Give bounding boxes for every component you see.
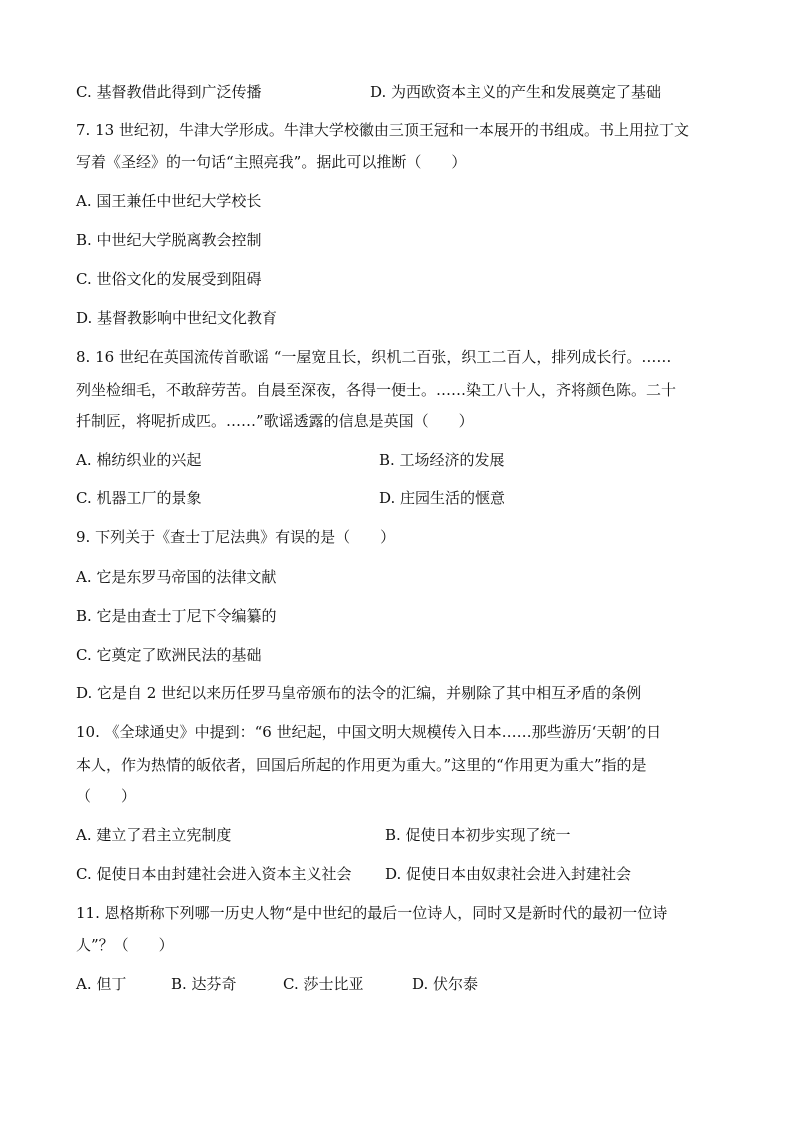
question-8-option-b: B. 工场经济的发展 [379,451,505,469]
question-10-stem-line-3: （ ） [76,787,137,805]
question-11-option-c: C. 莎士比亚 [283,975,364,993]
question-10-option-b: B. 促使日本初步实现了统一 [385,826,571,844]
question-11-option-b: B. 达芬奇 [171,975,237,993]
question-8-stem-line-2: 列坐检细毛，不敢辞劳苦。自晨至深夜，各得一便士。……染工八十人，齐将颜色陈。二十 [76,381,677,399]
question-8-option-d: D. 庄园生活的惬意 [379,489,506,507]
question-10-stem-line-2: 本人，作为热情的皈依者，回国后所起的作用更为重大。”这里的“作用更为重大”指的是 [76,756,647,774]
question-11-option-d: D. 伏尔泰 [412,975,479,993]
question-9-stem-line-1: 9. 下列关于《查士丁尼法典》有误的是（ ） [76,528,396,546]
question-11-option-a: A. 但丁 [76,975,127,993]
question-8-option-c: C. 机器工厂的景象 [76,489,202,507]
question-6-option-c: C. 基督教借此得到广泛传播 [76,83,262,101]
question-7-option-b: B. 中世纪大学脱离教会控制 [76,231,262,249]
question-10-option-d: D. 促使日本由奴隶社会进入封建社会 [385,865,632,883]
question-8-stem-line-1: 8. 16 世纪在英国流传首歌谣 “一屋宽且长，织机二百张，织工二百人，排列成长行。…… [76,348,672,366]
question-11-stem-line-2: 人”？（ ） [76,936,174,954]
question-10-option-a: A. 建立了君主立宪制度 [76,826,232,844]
question-9-option-c: C. 它奠定了欧洲民法的基础 [76,646,262,664]
question-11-stem-line-1: 11. 恩格斯称下列哪一历史人物“是中世纪的最后一位诗人，同时又是新时代的最初一位诗 [76,904,668,922]
question-8-stem-line-3: 扦制匠，将呢折成匹。……”歌谣透露的信息是英国（ ） [76,412,474,430]
question-7-option-c: C. 世俗文化的发展受到阻碍 [76,270,262,288]
question-7-option-d: D. 基督教影响中世纪文化教育 [76,309,278,327]
question-10-option-c: C. 促使日本由封建社会进入资本主义社会 [76,865,352,883]
question-7-option-a: A. 国王兼任中世纪大学校长 [76,192,262,210]
question-9-option-d: D. 它是自 2 世纪以来历任罗马皇帝颁布的法令的汇编，并剔除了其中相互矛盾的条例 [76,684,642,702]
question-6-option-d: D. 为西欧资本主义的产生和发展奠定了基础 [370,83,662,101]
question-7-stem-line-2: 写着《圣经》的一句话“主照亮我”。据此可以推断（ ） [76,153,467,171]
question-9-option-a: A. 它是东罗马帝国的法律文献 [76,568,277,586]
question-10-stem-line-1: 10. 《全球通史》中提到：“6 世纪起，中国文明大规模传入日本……那些游历‘天朝’的日 [76,723,662,741]
question-8-option-a: A. 棉纺织业的兴起 [76,451,202,469]
question-7-stem-line-1: 7. 13 世纪初，牛津大学形成。牛津大学校徽由三顶王冠和一本展开的书组成。书上用拉丁文 [76,121,689,139]
question-9-option-b: B. 它是由查士丁尼下令编纂的 [76,607,277,625]
